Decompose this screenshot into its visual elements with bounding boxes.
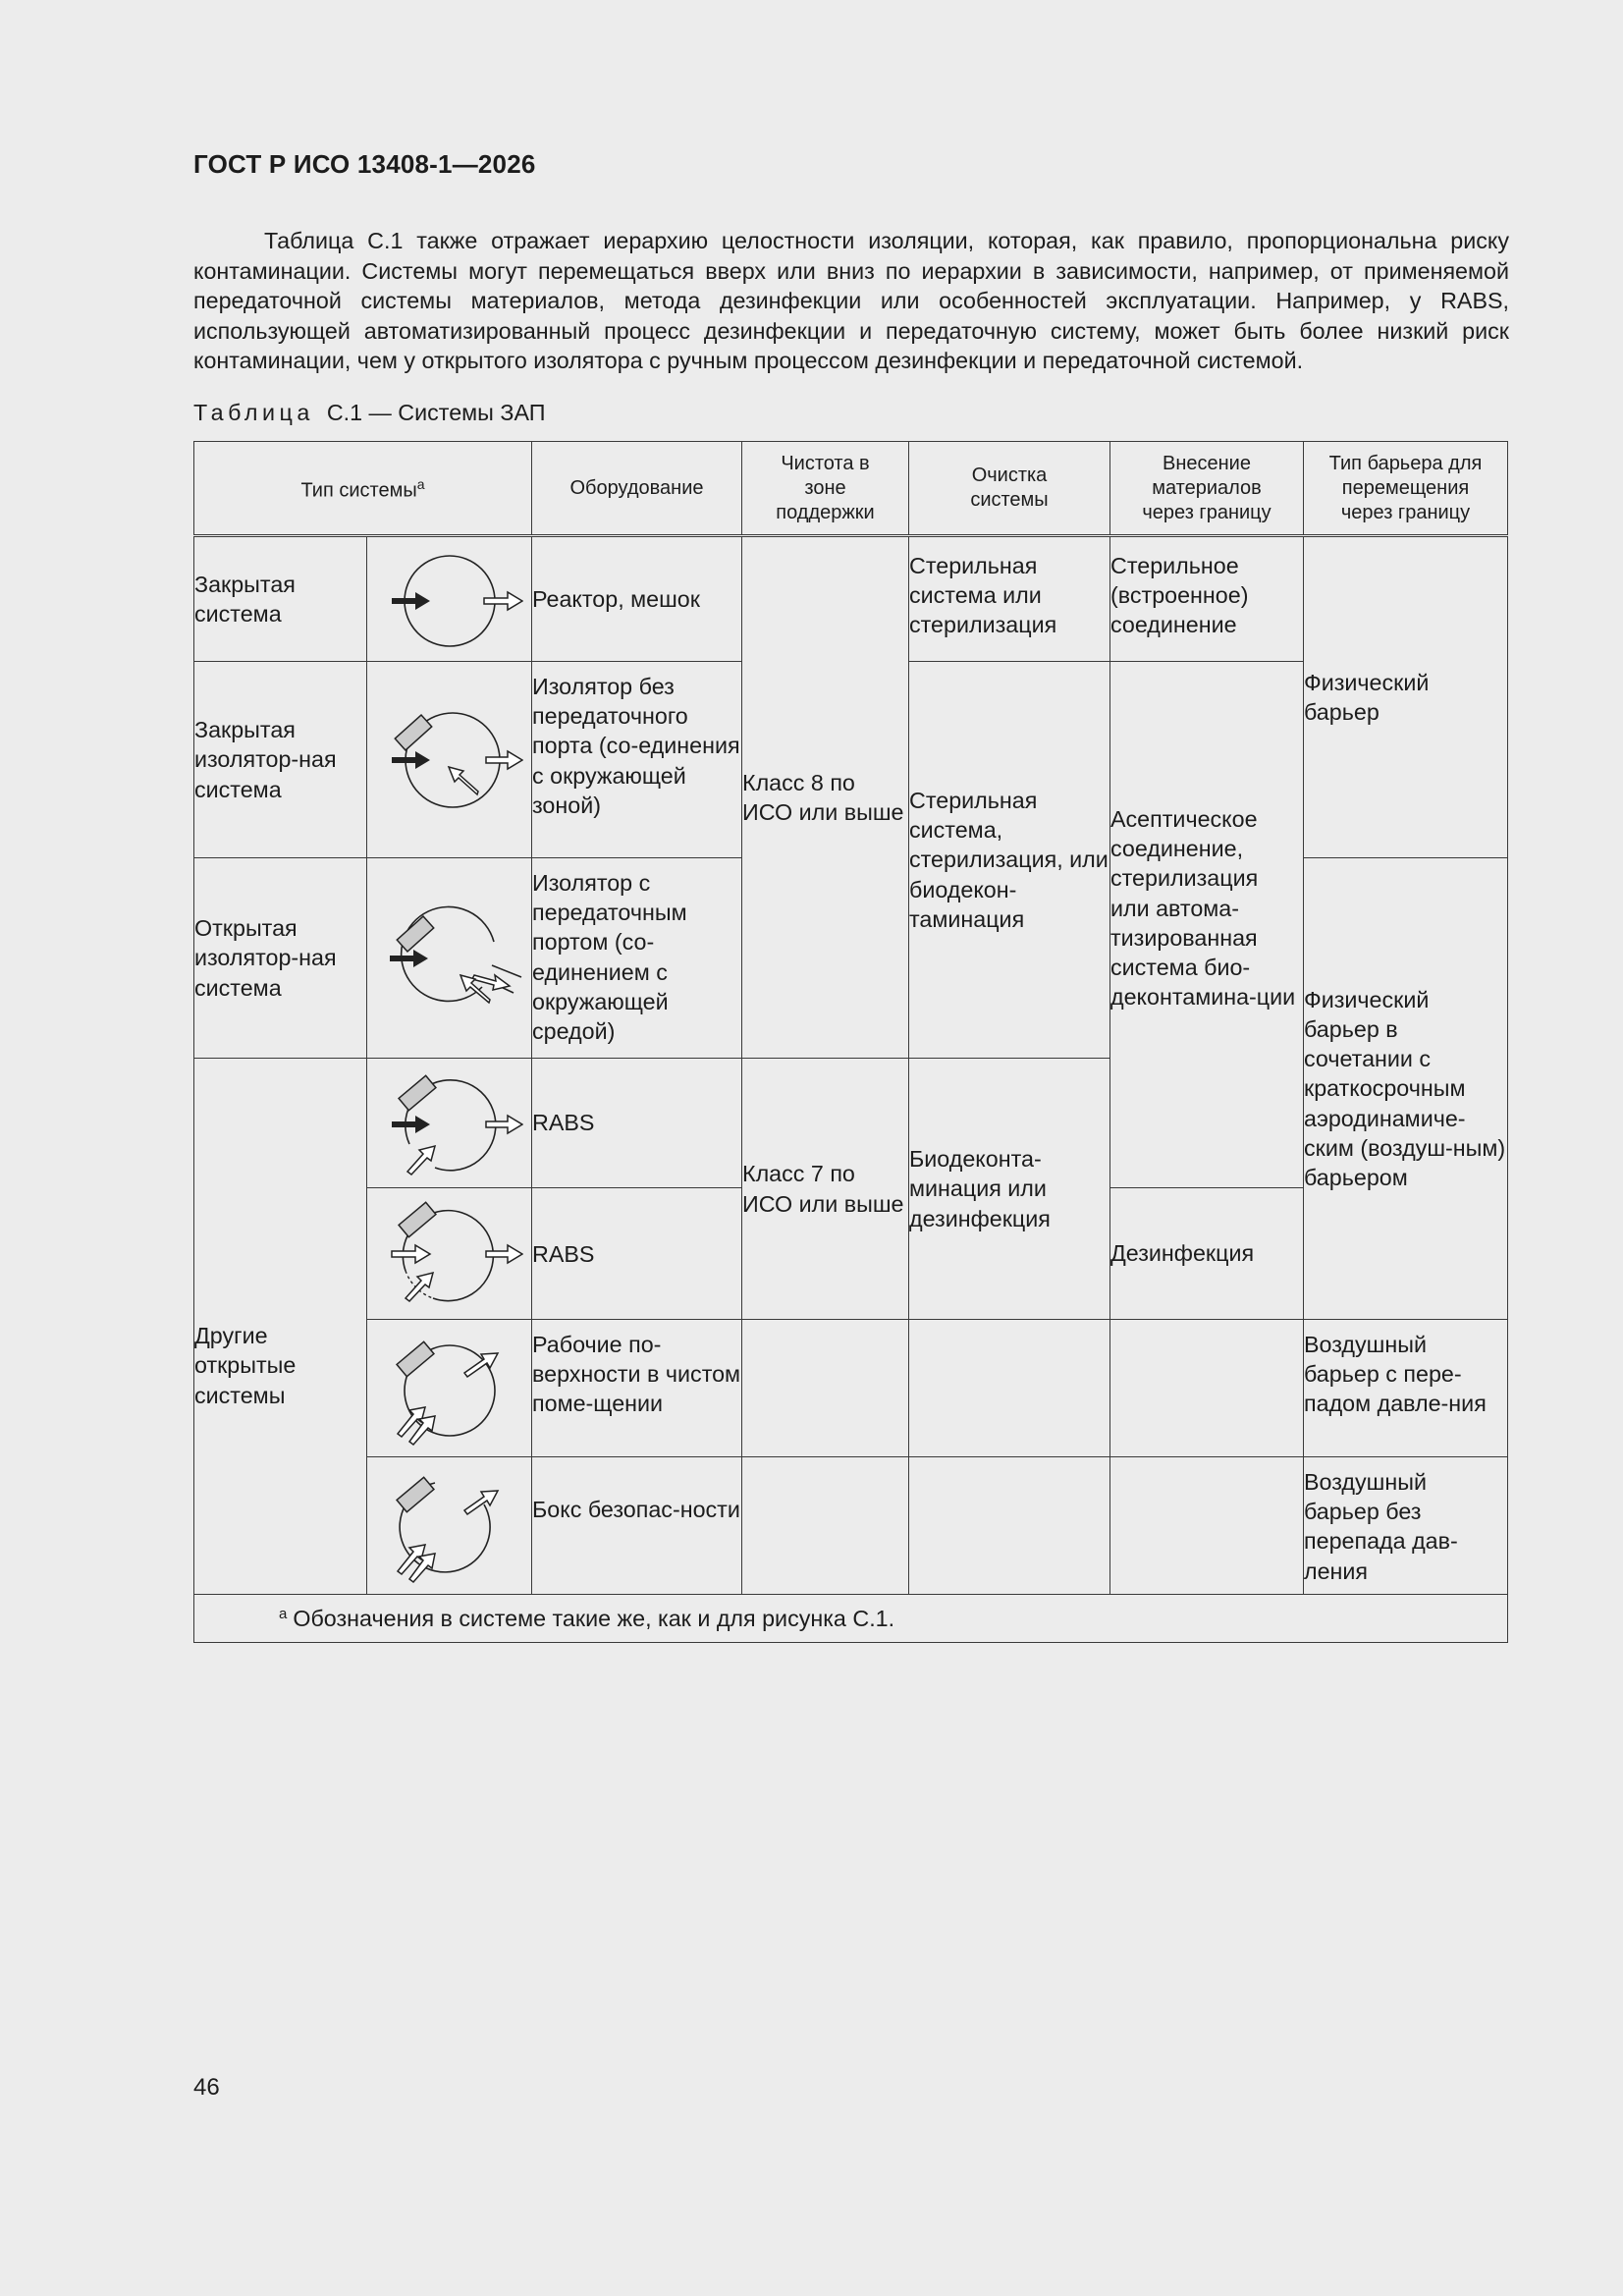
footnote-text: Обозначения в системе такие же, как и для рисунка С.1. [293, 1605, 895, 1631]
header-equipment: Оборудование [532, 442, 742, 536]
barrier-cell: Воздушный барьер с пере-падом давле-ния [1304, 1320, 1508, 1457]
header-barrier: Тип барьера для перемещения через границу [1304, 442, 1508, 536]
rabs-icon [367, 1188, 532, 1320]
document-header: ГОСТ Р ИСО 13408-1—2026 [193, 149, 536, 179]
transfer-cell: Дезинфекция [1110, 1188, 1304, 1320]
table-row [194, 1320, 1508, 1457]
work-surface-icon [367, 1320, 532, 1457]
barrier-cell: Физический барьер в сочетании с краткосрочным аэродинамиче-ским (воздуш-ным) барьером [1304, 858, 1508, 1320]
empty-cell [909, 1320, 1110, 1457]
header-cleanliness: Чистота в зоне поддержки [742, 442, 909, 536]
equipment-cell: Изолятор без передаточного порта (со-единения с окружающей зоной) [532, 662, 742, 858]
page-number: 46 [193, 2074, 220, 2101]
footnote-mark: а [279, 1605, 288, 1622]
header-footnote-mark: а [416, 476, 425, 493]
cleaning-cell: Стерильная система, стерилизация, или биодекон-таминация [909, 662, 1110, 1059]
open-isolator-icon [367, 858, 532, 1059]
cleaning-cell: Биодеконта-минация или дезинфекция [909, 1059, 1110, 1320]
header-transfer: Внесение материалов через границу [1110, 442, 1304, 536]
transfer-cell: Асептическое соединение, стерилизация или автома-тизированная система био-деконтамина-ции [1110, 662, 1304, 1188]
empty-cell [1110, 1320, 1304, 1457]
barrier-cell: Воздушный барьер без перепада дав-ления [1304, 1457, 1508, 1595]
equipment-cell: RABS [532, 1059, 742, 1188]
empty-cell [1110, 1457, 1304, 1595]
closed-isolator-icon [367, 662, 532, 858]
equipment-cell: Реактор, мешок [532, 536, 742, 662]
system-type-cell: Закрытая система [194, 536, 367, 662]
table-footnote-row [194, 1595, 1508, 1643]
systems-table [193, 441, 1508, 1643]
barrier-cell: Физический барьер [1304, 536, 1508, 858]
empty-cell [742, 1457, 909, 1595]
system-type-cell: Другие открытые системы [194, 1059, 367, 1595]
table-caption [193, 400, 546, 426]
table-footnote [194, 1595, 1508, 1643]
system-type-cell: Открытая изолятор-ная система [194, 858, 367, 1059]
cleaning-cell: Стерильная система или стерилизация [909, 536, 1110, 662]
equipment-cell: Рабочие по-верхности в чистом поме-щении [532, 1320, 742, 1457]
cleanliness-cell: Класс 7 по ИСО или выше [742, 1059, 909, 1320]
transfer-cell: Стерильное (встроенное) соединение [1110, 536, 1304, 662]
caption-label: Таблица [193, 400, 314, 425]
system-type-cell: Закрытая изолятор-ная система [194, 662, 367, 858]
equipment-cell: Бокс безопас-ности [532, 1457, 742, 1595]
intro-paragraph [193, 226, 1509, 376]
empty-cell [909, 1457, 1110, 1595]
empty-cell [742, 1320, 909, 1457]
table-row [194, 536, 1508, 662]
safety-box-icon [367, 1457, 532, 1595]
header-cleaning: Очистка системы [909, 442, 1110, 536]
equipment-cell: Изолятор с передаточным портом (со-единением с окружающей средой) [532, 858, 742, 1059]
header-system-type [194, 442, 532, 536]
table-header-row [194, 442, 1508, 536]
table-row [194, 1457, 1508, 1595]
header-system-type-label: Тип системы [300, 479, 417, 502]
intro-text: Таблица С.1 также отражает иерархию целостности изоляции, которая, как правило, пропорциональна риску контаминации. Системы могут перемещаться вверх или вниз по иерархии в зависимости, например, от применяемой передаточной системы материалов, метода дезинфекции или особенностей эксплуатации. Например, у RABS, использующей автоматизированный процесс дезинфекции и передаточную систему, может быть более низкий риск контаминации, чем у открытого изолятора с ручным процессом дезинфекции и передаточной системой. [193, 228, 1509, 373]
rabs-icon [367, 1059, 532, 1188]
cleanliness-cell: Класс 8 по ИСО или выше [742, 536, 909, 1059]
closed-system-icon [367, 536, 532, 662]
equipment-cell: RABS [532, 1188, 742, 1320]
caption-title: С.1 — Системы ЗАП [326, 400, 546, 425]
